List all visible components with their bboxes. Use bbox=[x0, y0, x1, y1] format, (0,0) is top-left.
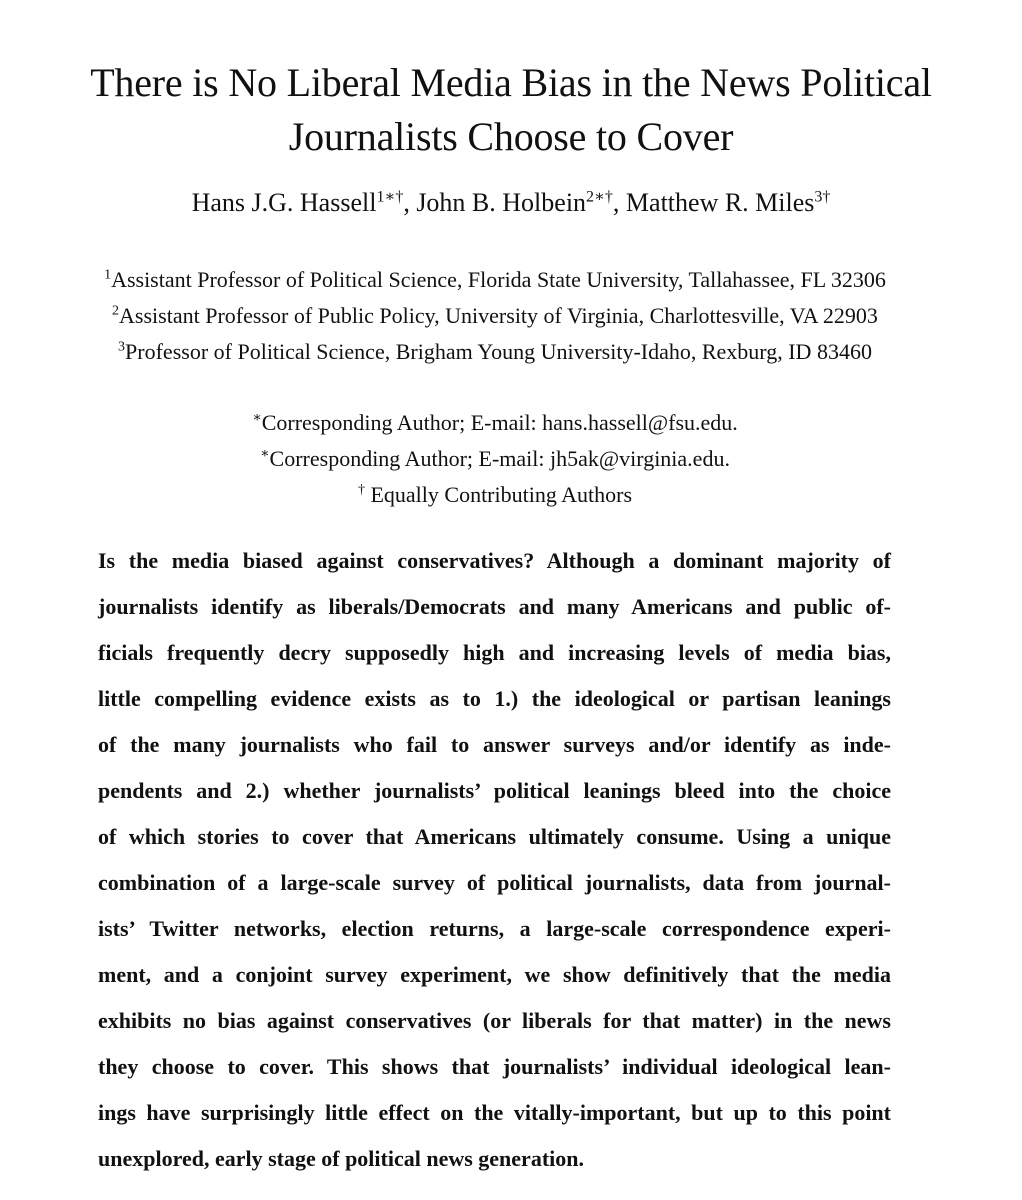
abstract-line: Is the media biased against conservatives? Although a dominant majority of bbox=[98, 548, 891, 573]
affiliation-text: Assistant Professor of Public Policy, University of Virginia, Charlottesville, VA 22903 bbox=[119, 303, 878, 328]
author-marks: 3† bbox=[814, 188, 831, 206]
affiliation-mark: 3 bbox=[118, 339, 126, 355]
author-marks: 2∗† bbox=[586, 188, 613, 206]
contact-notes bbox=[0, 405, 990, 513]
paper-title bbox=[0, 56, 1022, 164]
contact-text: Equally Contributing Authors bbox=[364, 482, 633, 507]
author-name: Hans J.G. Hassell bbox=[191, 188, 377, 217]
abstract-line: exhibits no bias against conservatives (or liberals for that matter) in the news bbox=[98, 1008, 891, 1033]
contact-line bbox=[0, 441, 990, 477]
contact-line bbox=[0, 477, 990, 513]
affiliation-line bbox=[0, 334, 990, 370]
abstract-line: journalists identify as liberals/Democrats and many Americans and public of- bbox=[98, 594, 891, 619]
contact-mark: † bbox=[357, 482, 365, 498]
author-separator: , bbox=[612, 188, 626, 217]
author-name: Matthew R. Miles bbox=[625, 188, 815, 217]
affiliation-line bbox=[0, 262, 990, 298]
abstract bbox=[98, 538, 891, 1182]
affiliation-line bbox=[0, 298, 990, 334]
author-separator: , bbox=[403, 188, 417, 217]
abstract-line: of the many journalists who fail to answer surveys and/or identify as inde- bbox=[98, 732, 891, 757]
author-marks: 1∗† bbox=[376, 188, 404, 206]
contact-text: Corresponding Author; E-mail: jh5ak@virginia.edu. bbox=[269, 446, 730, 471]
abstract-line: ficials frequently decry supposedly high and increasing levels of media bias, bbox=[98, 640, 891, 665]
contact-line bbox=[0, 405, 990, 441]
abstract-line: pendents and 2.) whether journalists’ political leanings bleed into the choice bbox=[98, 778, 891, 803]
abstract-line: of which stories to cover that Americans ultimately consume. Using a unique bbox=[98, 824, 891, 849]
affiliation-mark: 1 bbox=[104, 267, 112, 283]
contact-mark: ∗ bbox=[252, 410, 262, 426]
abstract-line: unexplored, early stage of political news generation. bbox=[98, 1146, 584, 1171]
affiliation-text: Professor of Political Science, Brigham Young University-Idaho, Rexburg, ID 83460 bbox=[125, 339, 872, 364]
author-name: John B. Holbein bbox=[416, 188, 587, 217]
contact-text: Corresponding Author; E-mail: hans.hassell@fsu.edu. bbox=[261, 410, 738, 435]
abstract-line: ings have surprisingly little effect on the vitally-important, but up to this point bbox=[98, 1100, 891, 1125]
affiliation-mark: 2 bbox=[112, 303, 120, 319]
abstract-line: ists’ Twitter networks, election returns, a large-scale correspondence experi- bbox=[98, 916, 891, 941]
author-list bbox=[0, 186, 1022, 220]
affiliation-list bbox=[0, 262, 990, 370]
contact-mark: ∗ bbox=[260, 446, 270, 462]
title-line-1: There is No Liberal Media Bias in the News Political bbox=[90, 60, 932, 105]
abstract-line: ment, and a conjoint survey experiment, we show definitively that the media bbox=[98, 962, 891, 987]
abstract-line: combination of a large-scale survey of political journalists, data from journal- bbox=[98, 870, 891, 895]
affiliation-text: Assistant Professor of Political Science, Florida State University, Tallahassee, FL 32306 bbox=[111, 267, 886, 292]
abstract-line: little compelling evidence exists as to 1.) the ideological or partisan leanings bbox=[98, 686, 891, 711]
abstract-line: they choose to cover. This shows that journalists’ individual ideological lean- bbox=[98, 1054, 891, 1079]
title-line-2: Journalists Choose to Cover bbox=[288, 114, 734, 159]
